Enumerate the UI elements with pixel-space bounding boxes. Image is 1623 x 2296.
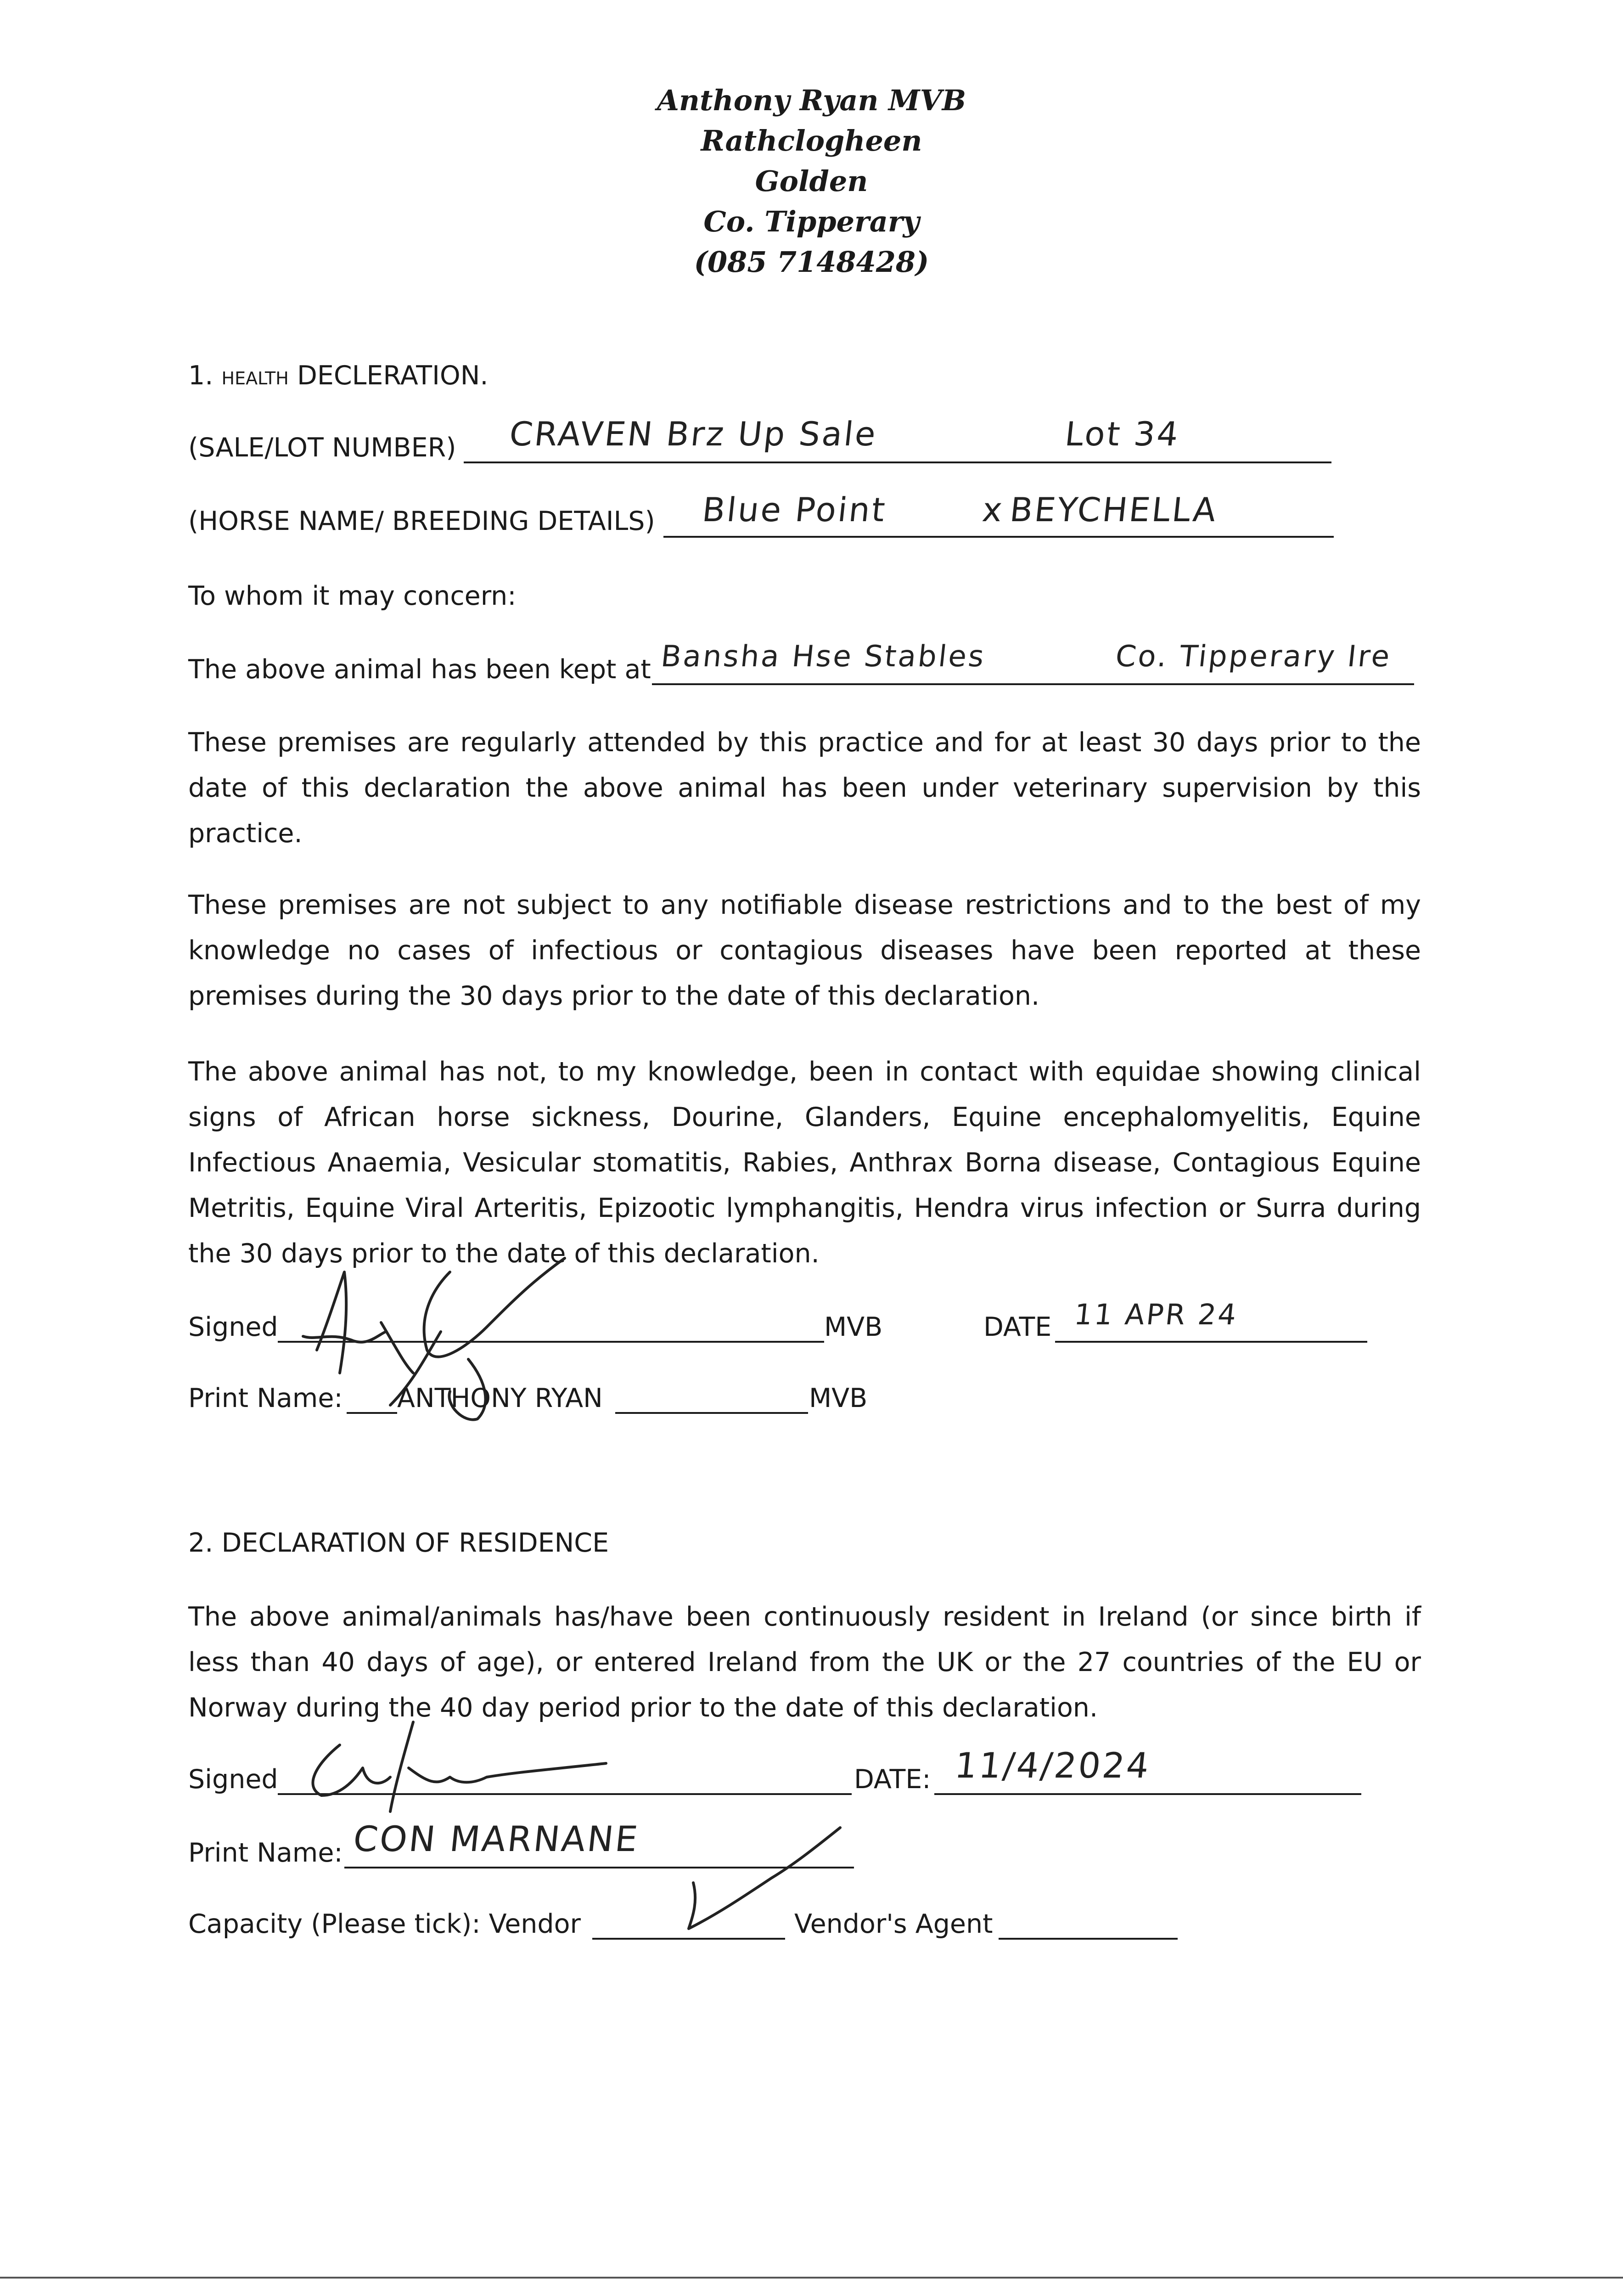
sale-lot-label: (SALE/LOT NUMBER): [188, 433, 456, 463]
paragraph-restrictions-text: These premises are not subject to any notifiable disease restrictions and to the best of my knowledge no cases of infectious or contagious diseases have been reported at these premises during the 30 days prior to the date of this declaration.: [188, 890, 1421, 1011]
kept-at-county-handwritten: Co. Tipperary Ire: [1114, 640, 1393, 674]
paragraph-residence-text: The above animal/animals has/have been continuously resident in Ireland (or since birth if less than 40 days of age), or entered Ireland from the UK or the 27 countries of the EU or Norway during the 40 day period prior to the date of this declaration.: [188, 1602, 1421, 1723]
paragraph-restrictions: [188, 883, 1421, 1019]
vendor-signature: [275, 1713, 643, 1814]
section1-number: 1.: [188, 360, 213, 391]
kept-at-label: The above animal has been kept at: [188, 654, 651, 685]
section1-heading: [188, 353, 489, 401]
print-name-value-1: ANTHONY RYAN: [397, 1383, 603, 1413]
horse-sire-handwritten: Blue Point: [700, 490, 889, 529]
letterhead: [0, 80, 1623, 282]
sale-lot-line[interactable]: [464, 461, 1331, 463]
horse-dam-handwritten: BEYCHELLA: [1008, 490, 1220, 529]
date-value-2-handwritten: 11/4/2024: [953, 1745, 1153, 1786]
letterhead-townland: Rathclogheen: [701, 124, 922, 158]
section2-title: 2. DECLARATION OF RESIDENCE: [188, 1528, 609, 1558]
sale-lot-handwritten: CRAVEN Brz Up Sale: [507, 415, 880, 453]
letterhead-phone: (085 7148428): [694, 245, 929, 279]
horse-name-label: (HORSE NAME/ BREEDING DETAILS): [188, 506, 655, 536]
horse-name-line[interactable]: [663, 536, 1334, 538]
print-name-label-2: Print Name:: [188, 1838, 343, 1868]
to-whom-text: To whom it may concern:: [188, 581, 517, 611]
paragraph-supervision: [188, 720, 1421, 856]
letterhead-county: Co. Tipperary: [703, 205, 920, 238]
paragraph-diseases: [188, 1049, 1421, 1277]
paragraph-supervision-text: These premises are regularly attended by this practice and for at least 30 days prior to the date of this declaration the above animal has been under veterinary supervision by this practice.: [188, 727, 1421, 849]
print-name-line-1b: [615, 1412, 808, 1414]
vendors-agent-label: Vendor's Agent: [794, 1909, 993, 1939]
kept-at-stables-handwritten: Bansha Hse Stables: [659, 640, 988, 674]
kept-at-line[interactable]: [652, 683, 1414, 685]
print-name-line-1a: [347, 1412, 397, 1414]
signed-label-1: Signed: [188, 1312, 278, 1342]
vendors-agent-line[interactable]: [999, 1938, 1178, 1940]
date-label-1: DATE: [983, 1312, 1052, 1342]
page-bottom-rule: [0, 2277, 1623, 2279]
date-line-2[interactable]: [934, 1793, 1361, 1795]
print-name-label-1: Print Name:: [188, 1383, 343, 1413]
letterhead-town: Golden: [755, 164, 868, 198]
date-label-2: DATE:: [854, 1764, 931, 1795]
lot-number-handwritten: Lot 34: [1063, 415, 1182, 453]
section1-small-word: HEALTH: [221, 368, 289, 388]
capacity-label: Capacity (Please tick): Vendor: [188, 1909, 581, 1939]
mvb-label-2: MVB: [809, 1383, 868, 1413]
section1-title: DECLERATION.: [297, 360, 489, 391]
vendor-tick-line[interactable]: [592, 1938, 785, 1940]
date-value-1-handwritten: 11 APR 24: [1073, 1298, 1240, 1331]
horse-cross-handwritten: x: [980, 490, 1006, 529]
signed-label-2: Signed: [188, 1764, 278, 1795]
mvb-label-1: MVB: [824, 1312, 883, 1342]
date-line-1[interactable]: [1055, 1341, 1367, 1343]
paragraph-residence: [188, 1594, 1421, 1731]
print-name-value-2-handwritten: CON MARNANE: [351, 1818, 641, 1859]
paragraph-diseases-text: The above animal has not, to my knowledge, been in contact with equidae showing clinical signs of African horse sickness, Dourine, Glanders, Equine encephalomyelitis, Equine Infectious Anaemia, Vesicular stomatitis, Rabies, Anthrax Borna disease, Contagious Equine Metritis, Equine Viral Arteritis, Epizootic lymphangitis, Hendra virus infection or Surra during the 30 days prior to the date of this declaration.: [188, 1057, 1421, 1269]
letterhead-name: Anthony Ryan MVB: [657, 84, 966, 117]
